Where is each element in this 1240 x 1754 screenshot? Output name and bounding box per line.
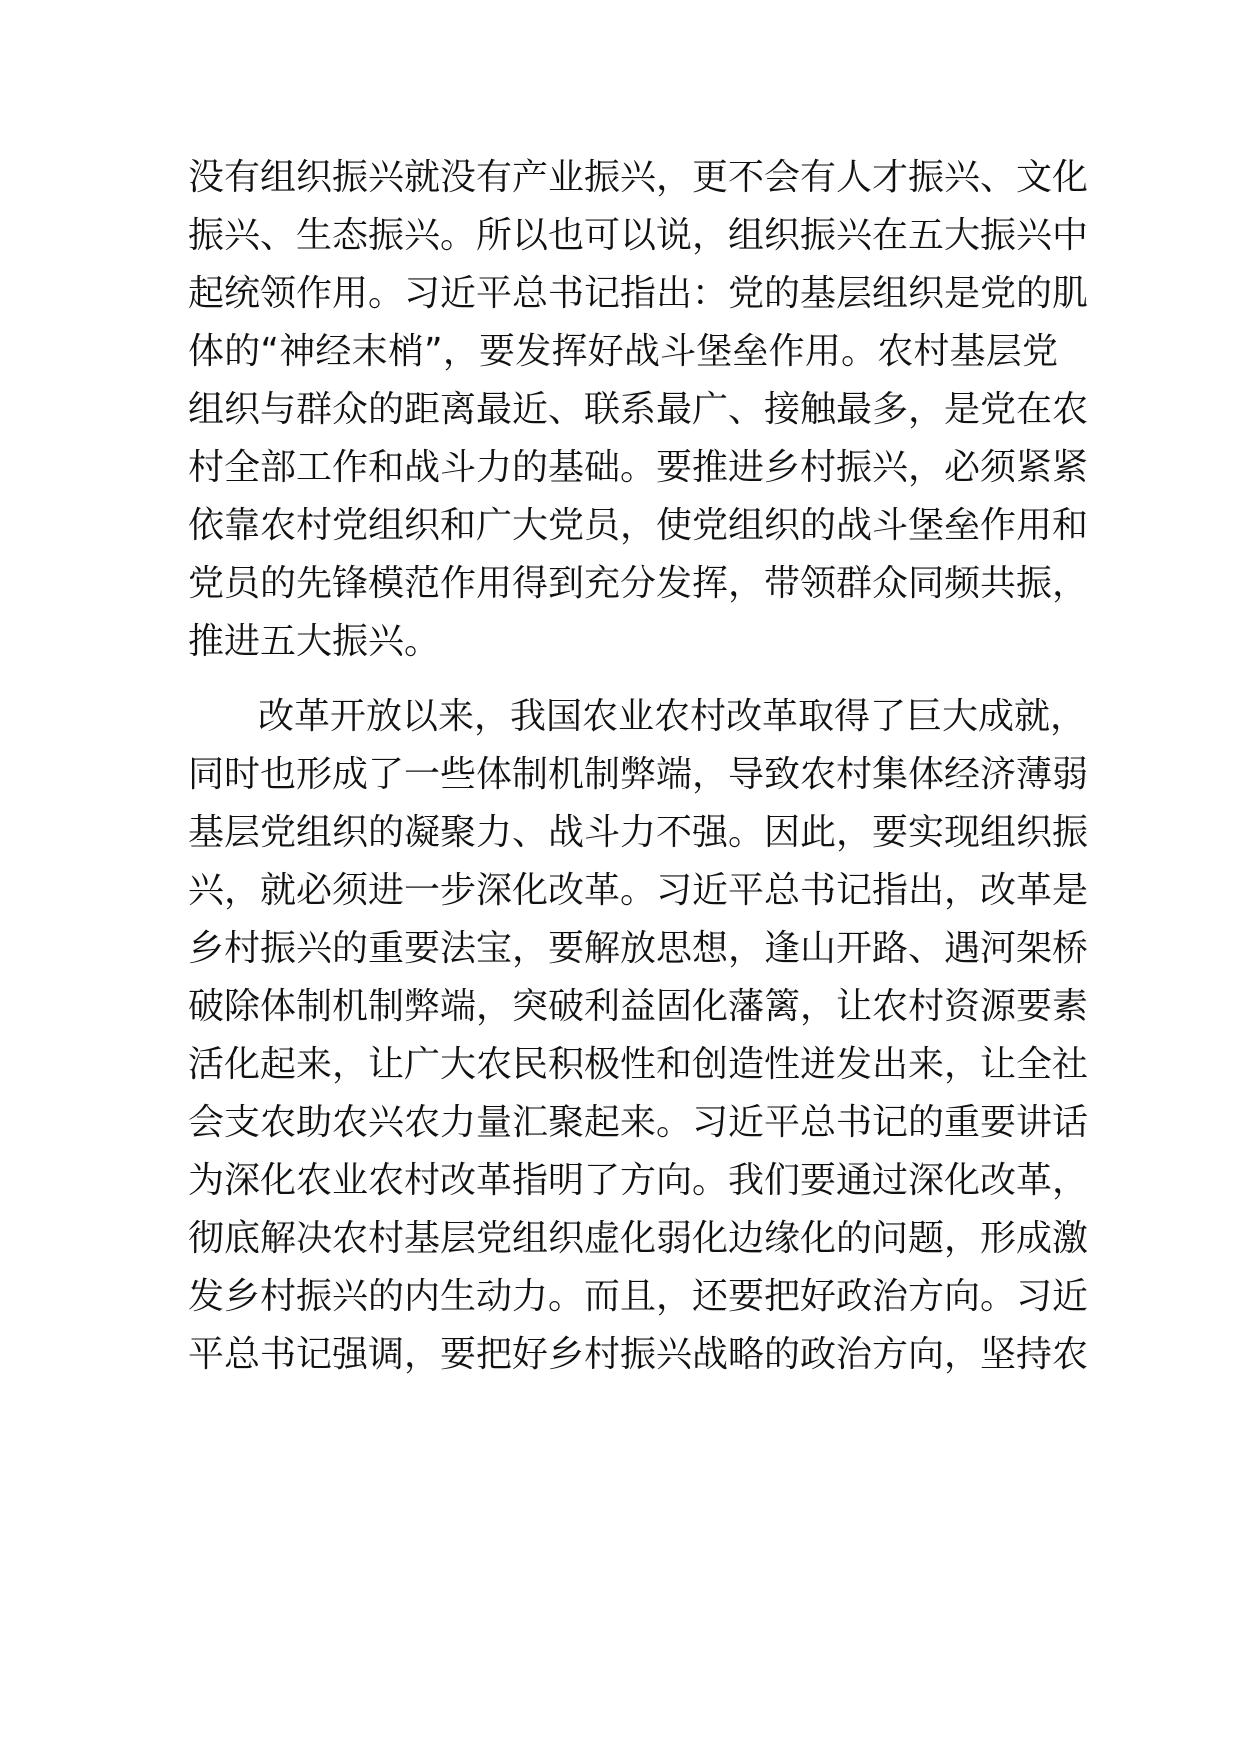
text-line: 发乡村振兴的内生动力。而且，还要把好政治方向。习近 <box>188 1276 1089 1317</box>
text-line: 兴，就必须进一步深化改革。习近平总书记指出，改革是 <box>188 870 1089 911</box>
text-line: 平总书记强调，要把好乡村振兴战略的政治方向，坚持农 <box>188 1334 1089 1375</box>
text-line: 没有组织振兴就没有产业振兴，更不会有人才振兴、文化 <box>188 157 1089 198</box>
text-line: 破除体制机制弊端，突破利益固化藩篱，让农村资源要素 <box>188 986 1089 1027</box>
text-line: 基层党组织的凝聚力、战斗力不强。因此，要实现组织振 <box>188 812 1089 853</box>
text-line: 体的“神经末梢”，要发挥好战斗堡垒作用。农村基层党 <box>188 331 1058 372</box>
text-line: 振兴、生态振兴。所以也可以说，组织振兴在五大振兴中 <box>188 215 1089 256</box>
text-line: 活化起来，让广大农民积极性和创造性迸发出来，让全社 <box>188 1044 1089 1085</box>
text-line: 同时也形成了一些体制机制弊端，导致农村集体经济薄弱 <box>188 754 1089 795</box>
text-line: 起统领作用。习近平总书记指出：党的基层组织是党的肌 <box>188 273 1089 314</box>
text-line: 依靠农村党组织和广大党员，使党组织的战斗堡垒作用和 <box>188 505 1089 546</box>
text-line: 党员的先锋模范作用得到充分发挥，带领群众同频共振， <box>188 563 1089 604</box>
text-line: 乡村振兴的重要法宝，要解放思想，逢山开路、遇河架桥 <box>188 928 1089 969</box>
text-line: 改革开放以来，我国农业农村改革取得了巨大成就， <box>258 696 1087 737</box>
text-line: 推进五大振兴。 <box>188 621 441 662</box>
text-line: 会支农助农兴农力量汇聚起来。习近平总书记的重要讲话 <box>188 1102 1089 1143</box>
text-line: 为深化农业农村改革指明了方向。我们要通过深化改革， <box>188 1160 1089 1201</box>
text-line: 组织与群众的距离最近、联系最广、接触最多，是党在农 <box>188 389 1089 430</box>
text-line: 彻底解决农村基层党组织虚化弱化边缘化的问题，形成激 <box>188 1218 1089 1259</box>
text-line: 村全部工作和战斗力的基础。要推进乡村振兴，必须紧紧 <box>188 447 1089 488</box>
